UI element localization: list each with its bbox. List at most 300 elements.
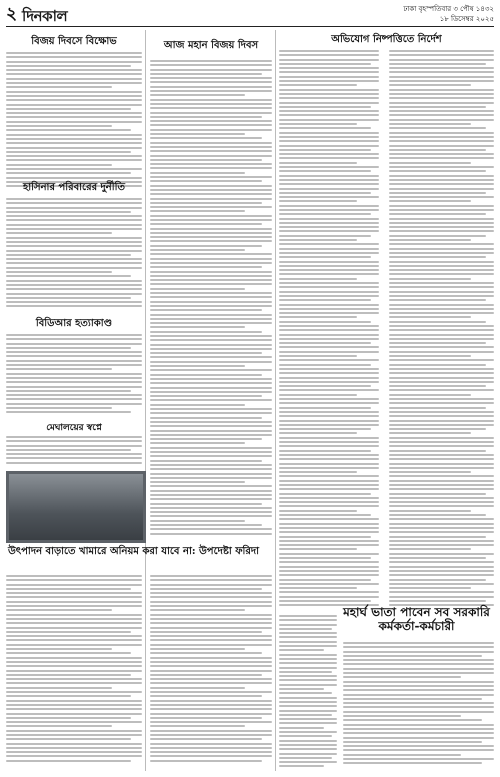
text-line xyxy=(389,377,494,379)
text-line xyxy=(389,110,494,112)
text-line xyxy=(150,644,272,646)
column-divider xyxy=(275,30,276,771)
text-line xyxy=(389,402,494,404)
date-line-2: ১৮ ডিসেম্বর ২০২৫ xyxy=(439,15,494,23)
text-line xyxy=(6,670,142,672)
text-line xyxy=(6,142,142,144)
text-line xyxy=(150,494,272,496)
text-line xyxy=(6,172,131,174)
text-line xyxy=(6,398,142,400)
text-line xyxy=(6,747,142,749)
page-header xyxy=(6,4,494,27)
article-body xyxy=(279,50,379,610)
text-line xyxy=(6,738,131,740)
text-line xyxy=(389,471,471,473)
text-line xyxy=(279,76,379,78)
text-line xyxy=(279,428,371,430)
text-line xyxy=(6,704,142,706)
text-line xyxy=(389,424,494,426)
text-line xyxy=(6,207,142,209)
text-line xyxy=(150,296,272,298)
headline: বিজয় দিবসে বিক্ষোভ xyxy=(31,36,117,47)
text-line xyxy=(389,475,494,477)
text-line xyxy=(6,462,142,464)
text-line xyxy=(389,428,486,430)
text-line xyxy=(389,213,486,215)
text-line xyxy=(6,305,142,307)
text-line xyxy=(6,284,142,286)
text-line xyxy=(279,226,379,228)
text-line xyxy=(279,153,379,155)
text-line xyxy=(279,697,337,699)
text-line xyxy=(343,711,494,713)
news-photo xyxy=(6,471,146,543)
text-line xyxy=(279,658,337,660)
text-line xyxy=(279,114,379,116)
text-line xyxy=(279,132,379,134)
date-line xyxy=(403,4,494,24)
text-line xyxy=(389,463,494,465)
text-line xyxy=(279,544,379,546)
text-line xyxy=(389,579,486,581)
text-line xyxy=(279,463,379,465)
text-line xyxy=(279,744,337,746)
text-line xyxy=(343,646,494,648)
text-line xyxy=(6,627,142,629)
text-line xyxy=(279,748,337,750)
text-line xyxy=(343,719,482,721)
text-line xyxy=(389,97,494,99)
text-line xyxy=(150,639,272,641)
text-line xyxy=(6,453,142,455)
text-line xyxy=(279,136,379,138)
text-line xyxy=(389,415,494,417)
text-line xyxy=(389,454,494,456)
text-line xyxy=(389,278,471,280)
text-line xyxy=(279,574,379,576)
text-line xyxy=(279,54,379,56)
article-body xyxy=(343,642,494,770)
text-line xyxy=(279,308,379,310)
text-line xyxy=(6,760,131,762)
text-line xyxy=(279,355,357,357)
text-line xyxy=(6,301,142,303)
text-line xyxy=(343,762,482,764)
text-line xyxy=(6,457,142,459)
text-line xyxy=(389,514,486,516)
text-line xyxy=(389,432,471,434)
text-line xyxy=(150,704,272,706)
text-line xyxy=(150,228,272,230)
text-line xyxy=(150,721,272,723)
text-line xyxy=(279,437,379,439)
text-line xyxy=(389,566,494,568)
headline: আজ মহান বিজয় দিবস xyxy=(163,40,259,51)
text-line xyxy=(279,269,379,271)
text-line xyxy=(150,451,272,453)
text-line xyxy=(6,390,131,392)
text-line xyxy=(150,609,245,611)
text-line xyxy=(343,676,461,678)
text-line xyxy=(6,99,142,101)
text-line xyxy=(389,557,486,559)
text-line xyxy=(279,536,371,538)
text-line xyxy=(389,218,494,220)
text-line xyxy=(279,166,379,168)
page-number: ২ xyxy=(6,4,18,24)
text-line xyxy=(279,501,379,503)
text-line xyxy=(389,510,471,512)
text-line xyxy=(6,411,131,413)
text-line xyxy=(6,297,131,299)
text-line xyxy=(150,498,272,500)
text-line xyxy=(389,205,494,207)
article-body xyxy=(6,198,142,313)
text-line xyxy=(6,713,142,715)
text-line xyxy=(6,377,142,379)
text-line xyxy=(279,140,379,142)
text-line xyxy=(389,527,494,529)
text-line xyxy=(389,540,494,542)
text-line xyxy=(343,728,494,730)
column-2 xyxy=(150,30,272,771)
text-line xyxy=(6,237,142,239)
text-line xyxy=(389,338,494,340)
text-line xyxy=(150,691,272,693)
text-line xyxy=(150,708,272,710)
text-line xyxy=(6,91,142,93)
text-line xyxy=(6,164,112,166)
column-divider xyxy=(145,30,146,771)
text-line xyxy=(150,305,272,307)
text-line xyxy=(150,678,272,680)
text-line xyxy=(389,63,486,65)
text-line xyxy=(343,685,494,687)
text-line xyxy=(6,717,131,719)
text-line xyxy=(150,77,272,79)
text-line xyxy=(150,219,272,221)
text-line xyxy=(389,544,494,546)
text-line xyxy=(6,445,142,447)
text-line xyxy=(150,700,272,702)
text-line xyxy=(279,389,379,391)
text-line xyxy=(150,687,245,689)
text-line xyxy=(6,648,112,650)
text-line xyxy=(389,179,494,181)
text-line xyxy=(343,715,461,717)
text-line xyxy=(6,258,142,260)
text-line xyxy=(389,505,494,507)
text-line xyxy=(150,601,272,603)
text-line xyxy=(279,63,371,65)
text-line xyxy=(389,467,494,469)
text-line xyxy=(389,235,486,237)
text-line xyxy=(279,243,379,245)
text-line xyxy=(6,440,142,442)
text-line xyxy=(150,592,272,594)
text-line xyxy=(389,59,494,61)
text-line xyxy=(279,518,379,520)
text-line xyxy=(150,533,272,535)
text-line xyxy=(279,628,332,630)
text-line xyxy=(150,605,272,607)
text-line xyxy=(279,692,332,694)
text-line xyxy=(150,369,272,371)
text-line xyxy=(279,579,371,581)
text-line xyxy=(389,71,494,73)
text-line xyxy=(6,360,142,362)
text-line xyxy=(279,338,379,340)
text-line xyxy=(389,574,494,576)
text-line xyxy=(279,170,371,172)
text-line xyxy=(6,293,142,295)
text-line xyxy=(150,361,272,363)
text-line xyxy=(343,694,494,696)
text-line xyxy=(150,665,272,667)
text-line xyxy=(279,97,379,99)
text-line xyxy=(389,329,494,331)
text-line xyxy=(150,180,262,182)
text-line xyxy=(150,292,272,294)
text-line xyxy=(279,89,379,91)
text-line xyxy=(279,239,357,241)
text-line xyxy=(279,110,379,112)
text-line xyxy=(6,403,142,405)
text-line xyxy=(389,458,494,460)
text-line xyxy=(6,700,142,702)
text-line xyxy=(389,450,486,452)
text-line xyxy=(279,570,379,572)
text-line xyxy=(389,136,494,138)
text-line xyxy=(279,372,379,374)
text-line xyxy=(279,162,357,164)
text-line xyxy=(150,725,245,727)
text-line xyxy=(279,675,337,677)
text-line xyxy=(279,705,337,707)
text-line xyxy=(6,241,142,243)
text-line xyxy=(6,334,142,336)
text-line xyxy=(389,119,494,121)
text-line xyxy=(389,295,494,297)
text-line xyxy=(389,484,494,486)
text-line xyxy=(389,364,486,366)
text-line xyxy=(6,211,131,213)
text-line xyxy=(150,232,272,234)
text-line xyxy=(150,266,262,268)
text-line xyxy=(150,365,245,367)
text-line xyxy=(279,321,371,323)
text-line xyxy=(279,722,337,724)
text-line xyxy=(6,678,142,680)
text-line xyxy=(150,438,262,440)
text-line xyxy=(389,93,494,95)
text-line xyxy=(279,710,337,712)
text-line xyxy=(389,291,494,293)
article-body xyxy=(6,436,142,468)
text-line xyxy=(279,213,371,215)
text-line xyxy=(389,385,486,387)
text-line xyxy=(6,275,131,277)
text-line xyxy=(279,377,379,379)
text-line xyxy=(389,230,494,232)
text-line xyxy=(279,514,371,516)
text-line xyxy=(389,222,494,224)
text-line xyxy=(389,587,471,589)
text-line xyxy=(150,176,272,178)
text-line xyxy=(343,737,494,739)
article-a6 xyxy=(150,40,272,52)
text-line xyxy=(6,56,142,58)
text-line xyxy=(6,250,142,252)
text-line xyxy=(150,245,262,247)
article-a1 xyxy=(6,36,142,48)
text-line xyxy=(389,299,486,301)
text-line xyxy=(6,730,142,732)
text-line xyxy=(389,355,471,357)
text-line xyxy=(389,411,494,413)
text-line xyxy=(150,395,262,397)
text-line xyxy=(389,420,494,422)
text-line xyxy=(6,69,142,71)
text-line xyxy=(279,662,337,664)
text-line xyxy=(389,304,494,306)
text-line xyxy=(150,417,262,419)
text-line xyxy=(389,252,494,254)
text-line xyxy=(389,170,486,172)
headline: বিডিআর হত্যাকাণ্ড xyxy=(35,318,113,329)
text-line xyxy=(279,299,371,301)
text-line xyxy=(6,338,142,340)
text-line xyxy=(389,342,486,344)
text-line xyxy=(150,374,262,376)
text-line xyxy=(343,651,494,653)
text-line xyxy=(279,407,371,409)
text-line xyxy=(389,596,494,598)
text-line xyxy=(279,731,337,733)
text-line xyxy=(6,661,142,663)
text-line xyxy=(150,468,272,470)
text-line xyxy=(6,368,112,370)
text-line xyxy=(6,592,142,594)
text-line xyxy=(389,480,494,482)
text-line xyxy=(389,325,494,327)
headline: অভিযোগ নিষ্পত্তিতে নির্দেশ xyxy=(331,34,442,45)
text-line xyxy=(279,523,379,525)
text-line xyxy=(279,757,332,759)
text-line xyxy=(6,288,142,290)
text-line xyxy=(343,689,494,691)
text-line xyxy=(389,523,494,525)
text-line xyxy=(279,364,371,366)
text-line xyxy=(150,73,262,75)
text-line xyxy=(389,153,494,155)
text-line xyxy=(150,515,272,517)
text-line xyxy=(150,137,262,139)
text-line xyxy=(279,497,379,499)
text-line xyxy=(389,561,494,563)
text-line xyxy=(150,352,262,354)
text-line xyxy=(279,471,357,473)
text-line xyxy=(343,754,461,756)
text-line xyxy=(6,708,142,710)
article-body xyxy=(6,52,142,192)
text-line xyxy=(150,507,272,509)
text-line xyxy=(389,346,494,348)
text-line xyxy=(150,520,245,522)
text-line xyxy=(150,172,245,174)
text-line xyxy=(150,485,272,487)
text-line xyxy=(6,177,142,179)
text-line xyxy=(150,271,272,273)
text-line xyxy=(279,385,371,387)
text-line xyxy=(150,717,262,719)
text-line xyxy=(6,280,142,282)
text-line xyxy=(150,738,262,740)
text-line xyxy=(6,373,142,375)
text-line xyxy=(150,206,272,208)
text-line xyxy=(279,420,379,422)
text-line xyxy=(6,596,142,598)
text-line xyxy=(6,364,142,366)
text-line xyxy=(389,102,494,104)
text-line xyxy=(279,649,324,651)
text-line xyxy=(6,725,112,727)
text-line xyxy=(6,129,131,131)
text-line xyxy=(150,318,272,320)
text-line xyxy=(389,334,494,336)
text-line xyxy=(279,632,337,634)
text-line xyxy=(6,224,142,226)
text-line xyxy=(150,434,272,436)
article-body xyxy=(6,575,142,765)
text-line xyxy=(150,215,272,217)
text-line xyxy=(279,540,379,542)
text-line xyxy=(150,309,262,311)
text-line xyxy=(389,583,494,585)
text-line xyxy=(279,548,357,550)
text-line xyxy=(279,727,324,729)
text-line xyxy=(279,278,357,280)
text-line xyxy=(279,415,379,417)
text-line xyxy=(150,348,272,350)
text-line xyxy=(150,627,272,629)
text-line xyxy=(150,490,272,492)
text-line xyxy=(279,123,357,125)
text-line xyxy=(389,286,494,288)
text-line xyxy=(279,127,371,129)
headline: মেঘালয়ের স্বপ্নে xyxy=(46,423,102,433)
text-line xyxy=(150,596,272,598)
text-line xyxy=(6,121,142,123)
text-line xyxy=(6,394,142,396)
text-line xyxy=(6,151,131,153)
headline: হাসিনার পরিবারের দুর্নীতি xyxy=(22,182,126,193)
text-line xyxy=(279,454,379,456)
text-line xyxy=(150,503,262,505)
text-line xyxy=(343,706,494,708)
text-line xyxy=(150,142,272,144)
text-line xyxy=(389,175,494,177)
text-line xyxy=(279,645,337,647)
text-line xyxy=(389,531,494,533)
text-line xyxy=(279,179,379,181)
text-line xyxy=(279,325,379,327)
text-line xyxy=(150,185,272,187)
text-line xyxy=(6,271,112,273)
text-line xyxy=(389,381,494,383)
text-line xyxy=(6,219,142,221)
text-line xyxy=(6,351,142,353)
